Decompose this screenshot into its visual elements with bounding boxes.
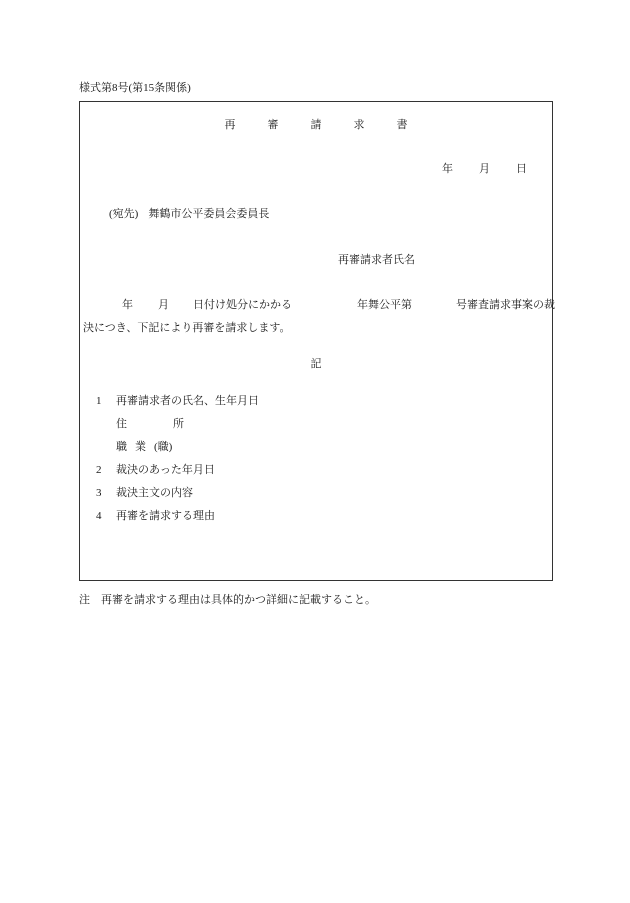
date-row — [442, 164, 527, 175]
address-char-a: 住 — [116, 418, 127, 430]
footnote: 注 再審を請求する理由は具体的かつ詳細に記載すること。 — [79, 594, 376, 606]
list-item — [96, 465, 215, 476]
body-suffix: 号審査請求事案の裁 — [456, 299, 555, 311]
addressee — [109, 209, 269, 220]
date-month: 月 — [479, 163, 490, 175]
item-label: 裁決のあった年月日 — [116, 464, 215, 476]
item-number: 3 — [96, 487, 102, 499]
body-year: 年 — [122, 299, 133, 311]
item-number: 1 — [96, 395, 102, 407]
item-label: 裁決主文の内容 — [116, 487, 193, 499]
title-char: 求 — [353, 119, 365, 131]
title-char: 審 — [267, 119, 279, 131]
body-line-2: 決につき、下記により再審を請求します。 — [83, 322, 291, 334]
occupation-char-b: 業 — [135, 441, 146, 453]
item-number: 4 — [96, 510, 102, 522]
item-label: 再審を請求する理由 — [116, 510, 215, 522]
item-label: 再審請求者の氏名、生年月日 — [116, 395, 259, 407]
title-char: 請 — [310, 119, 322, 131]
addressee-name: 舞鶴市公平委員会委員長 — [148, 208, 270, 220]
requester-name-label: 再審請求者氏名 — [338, 254, 415, 266]
sub-item-occupation — [116, 442, 172, 453]
occupation-paren: (職) — [154, 441, 173, 453]
document-title — [80, 120, 552, 131]
sub-item-address — [116, 419, 184, 430]
list-item — [96, 511, 215, 522]
form-frame — [79, 101, 553, 581]
ki-heading: 記 — [310, 358, 322, 370]
title-char: 書 — [396, 119, 408, 131]
date-day: 日 — [516, 163, 527, 175]
body-month: 月 — [158, 299, 169, 311]
item-number: 2 — [96, 464, 102, 476]
list-item — [96, 396, 259, 407]
body-date-part: 日付け処分にかかる — [193, 299, 292, 311]
body-case-part: 年舞公平第 — [357, 299, 412, 311]
title-char: 再 — [224, 119, 236, 131]
list-item — [96, 488, 193, 499]
date-year: 年 — [442, 163, 453, 175]
occupation-char-a: 職 — [116, 441, 127, 453]
addressee-prefix: (宛先) — [109, 208, 139, 220]
address-char-b: 所 — [173, 418, 184, 430]
form-number-label: 様式第8号(第15条関係) — [79, 82, 191, 94]
